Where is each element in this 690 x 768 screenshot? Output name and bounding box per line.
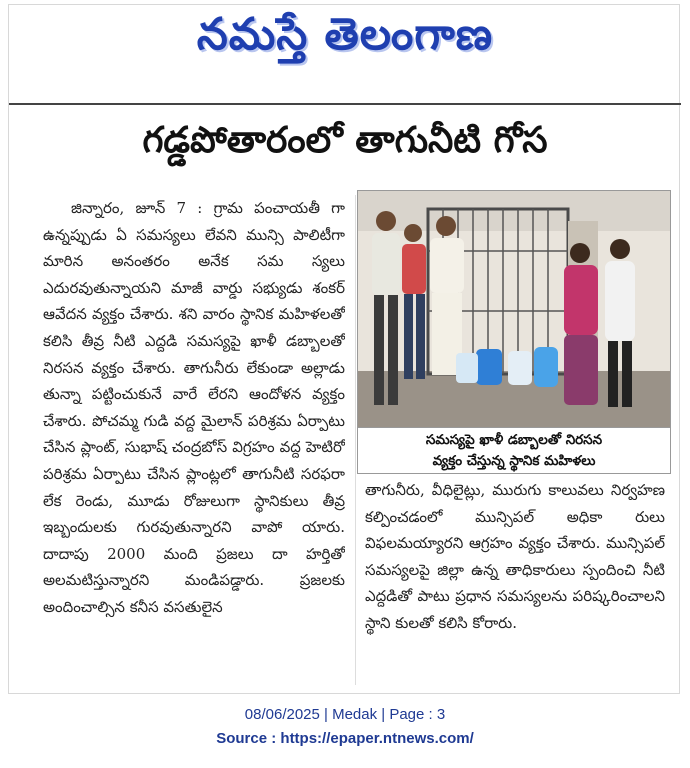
newspaper-clipping: [8, 4, 680, 694]
masthead-title: నమస్తే తెలంగాణ: [196, 9, 494, 60]
header-rule: [9, 103, 681, 105]
column-divider: [355, 195, 356, 685]
caption-line-2: వ్యక్తం చేస్తున్న స్థానిక మహిళలు: [432, 453, 596, 469]
caption-line-1: సమస్యపై ఖాళీ డబ్బాలతో నిరసన: [425, 432, 603, 448]
source-link[interactable]: Source : https://epaper.ntnews.com/: [216, 730, 474, 747]
news-photo: [357, 190, 671, 428]
protest-photo-illustration: [358, 191, 670, 427]
photo-caption: [357, 428, 671, 474]
edition-info: 08/06/2025 | Medak | Page : 3: [244, 706, 446, 723]
article-body-right-column: తాగునీరు, వీధిలైట్లు, మురుగు కాలువలు నిర్వహణ కల్పించడంలో మున్సిపల్ అధికా రులు విఫలమయ్యారని ఆగ్రహం వ్యక్తం చేశారు. మున్సిపల్ సమస్యలపై జిల్లా ఉన్న తాధికారులు స్పందించి నీటి ఎద్దడితో పాటు ప్రధాన సమస్యలను పరిష్కరించాలని స్థాని కులతో కలిసి కోరారు.: [365, 481, 665, 632]
article-headline: గడ్డపోతారంలో తాగునీటి గోస: [142, 120, 548, 161]
article-body-left-column: జిన్నారం, జూన్ 7 : గ్రామ పంచాయతీ గా ఉన్నప్పుడు ఏ సమస్యలు లేవని మున్సి పాలిటీగా మారిన అనంతరం అనేక సమ స్యలు ఎదురవుతున్నాయని మాజీ వార్డు సభ్యుడు శంకర్ ఆవేదన వ్యక్తం చేశారు. శని వారం స్థానిక మహిళలతో కలిసి తీవ్ర నీటి ఎద్దడి సమస్యపై ఖాళీ డబ్బాలతో నిరసన వ్యక్తం చేశారు. తాగునీరు లేకుండా అల్లాడు తున్నా పట్టించుకునే వారే లేరని ఆందోళన వ్యక్తం చేశారు. పోచమ్మ గుడి వద్ద మైలాన్ పరిశ్రమ ఏర్పాటు చేసిన ప్లాంట్, సుభాష్ చంద్రబోస్ విగ్రహం వద్ద హెటిరో పరిశ్రమ ఏర్పాటు చేసిన ప్లాంట్లలో తాగునీటి సరఫరా లేక రెండు, మూడు రోజులుగా స్థానికులు తీవ్ర ఇబ్బందులకు గురవుతున్నారని వాపో యారు. దాదాపు 2000 మంది ప్రజలు దా హర్తితో అలమటిస్తున్నారని మండిపడ్డారు. ప్రజలకు అందించాల్సిన కనీస వసతులైన: [43, 199, 345, 616]
newspaper-masthead: [9, 5, 681, 75]
